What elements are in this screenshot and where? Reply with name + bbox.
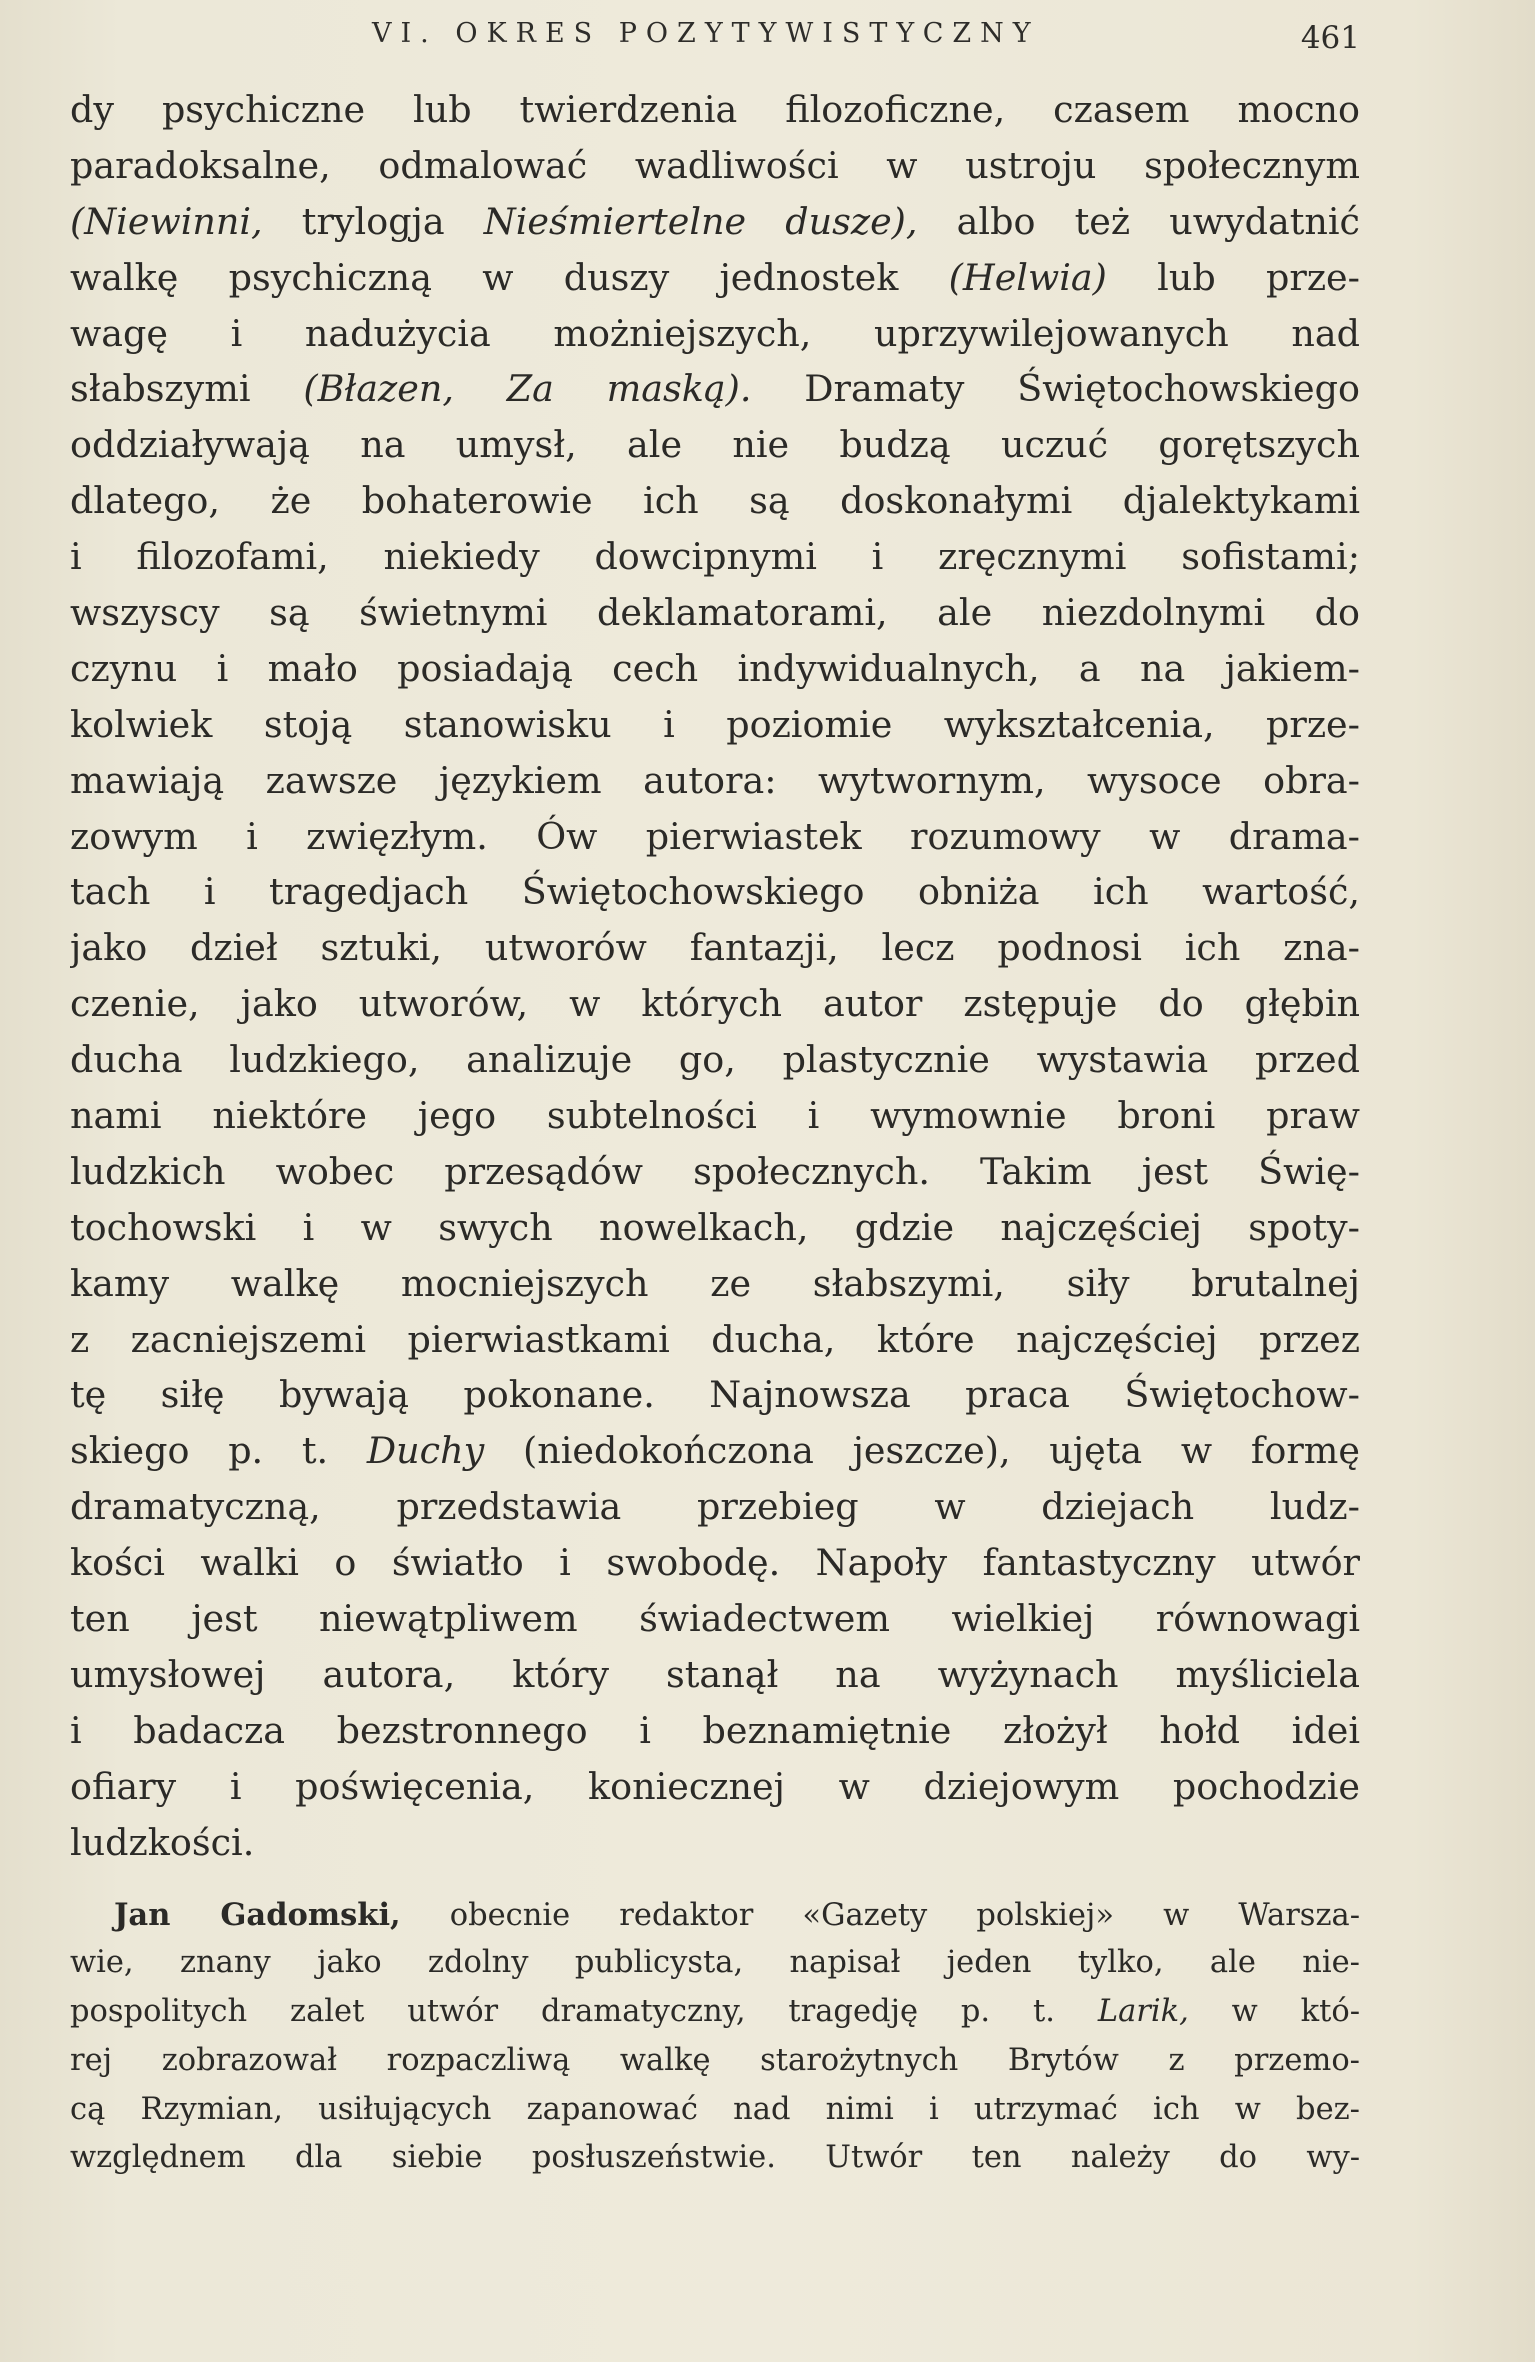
running-header xyxy=(70,14,1360,64)
text-line: paradoksalne, odmalować wadliwości w ustroju społecznym xyxy=(70,143,1360,187)
author-name: Jan Gadomski, xyxy=(114,1896,401,1933)
text-span: obecnie redaktor «Gazety polskiej» w Warsza- xyxy=(400,1897,1360,1933)
text-line: kolwiek stoją stanowisku i poziomie wykształcenia, prze- xyxy=(70,702,1360,746)
text-line: rej zobrazował rozpaczliwą walkę starożytnych Brytów z przemo- xyxy=(70,2042,1360,2078)
text-line: nami niektóre jego subtelności i wymownie broni praw xyxy=(70,1094,1360,1138)
text-span: albo też uwydatnić xyxy=(917,199,1360,243)
text-line xyxy=(70,194,1360,250)
text-line: ten jest niewątpliwem świadectwem wielkiej równowagi xyxy=(70,1597,1360,1641)
text-line: kamy walkę mocniejszych ze słabszymi, siły brutalnej xyxy=(70,1261,1360,1305)
paragraph-gadomski xyxy=(70,1891,1360,2184)
text-line: czenie, jako utworów, w których autor zstępuje do głębin xyxy=(70,982,1360,1026)
text-line: tę siłę bywają pokonane. Najnowsza praca Świętochow- xyxy=(70,1373,1360,1417)
italic-title: (Helwia) xyxy=(948,255,1107,299)
text-line: wszyscy są świetnymi deklamatorami, ale niezdolnymi do xyxy=(70,591,1360,635)
text-line: oddziaływają na umysł, ale nie budzą uczuć gorętszych xyxy=(70,423,1360,467)
text-line xyxy=(70,1891,1360,1940)
text-span: słabszymi xyxy=(70,367,304,411)
text-line: mawiają zawsze językiem autora: wytwornym, wysoce obra- xyxy=(70,758,1360,802)
text-line: tach i tragedjach Świętochowskiego obniża ich wartość, xyxy=(70,870,1360,914)
text-line: cą Rzymian, usiłujących zapanować nad nimi i utrzymać ich w bez- xyxy=(70,2091,1360,2127)
text-span: (niedokończona jeszcze), ujęta w formę xyxy=(484,1429,1360,1473)
text-line: i badacza bezstronnego i beznamiętnie złożył hołd idei xyxy=(70,1708,1360,1752)
text-line: względnem dla siebie posłuszeństwie. Utwór ten należy do wy- xyxy=(70,2140,1360,2176)
text-line: z zacniejszemi pierwiastkami ducha, które najczęściej przez xyxy=(70,1317,1360,1361)
text-line xyxy=(70,361,1360,417)
text-line: dlatego, że bohaterowie ich są doskonałymi djalektykami xyxy=(70,479,1360,523)
text-line: wie, znany jako zdolny publicysta, napisał jeden tylko, ale nie- xyxy=(70,1945,1360,1981)
text-line: wagę i nadużycia możniejszych, uprzywilejowanych nad xyxy=(70,311,1360,355)
text-line: ludzkich wobec przesądów społecznych. Takim jest Świę- xyxy=(70,1149,1360,1193)
text-span: Dramaty Świętochowskiego xyxy=(751,367,1360,411)
chapter-title: VI. OKRES POZYTYWISTYCZNY xyxy=(372,18,1040,49)
text-span: pospolitych zalet utwór dramatyczny, tragedję p. t. xyxy=(70,1994,1098,2030)
text-line: dy psychiczne lub twierdzenia filozoficzne, czasem mocno xyxy=(70,88,1360,131)
text-line: umysłowej autora, który stanął na wyżynach myśliciela xyxy=(70,1652,1360,1696)
text-line: czynu i mało posiadają cech indywidualnych, a na jakiem- xyxy=(70,646,1360,690)
text-line: kości walki o światło i swobodę. Napoły fantastyczny utwór xyxy=(70,1541,1360,1585)
text-line: dramatyczną, przedstawia przebieg w dziejach ludz- xyxy=(70,1485,1360,1529)
page-number: 461 xyxy=(1300,20,1360,56)
text-line xyxy=(70,1988,1360,2037)
italic-title: (Niewinni, xyxy=(70,199,263,243)
text-span: trylogja xyxy=(262,199,484,243)
text-line: zowym i zwięzłym. Ów pierwiastek rozumowy w drama- xyxy=(70,814,1360,858)
text-line: i filozofami, niekiedy dowcipnymi i zręcznymi sofistami; xyxy=(70,535,1360,579)
text-span: walkę psychiczną w duszy jednostek xyxy=(70,255,949,299)
italic-title: Nieśmiertelne dusze), xyxy=(483,199,918,243)
page-body xyxy=(70,82,1360,2183)
text-span: lub prze- xyxy=(1106,255,1360,299)
italic-title: (Błazen, Za maską). xyxy=(303,367,752,411)
text-line: ofiary i poświęcenia, koniecznej w dziejowym pochodzie xyxy=(70,1764,1360,1808)
paragraph-main xyxy=(70,82,1360,1871)
text-line: jako dzieł sztuki, utworów fantazji, lecz podnosi ich zna- xyxy=(70,926,1360,970)
text-span: w któ- xyxy=(1188,1994,1360,2030)
text-line: ducha ludzkiego, analizuje go, plastycznie wystawia przed xyxy=(70,1038,1360,1082)
text-line: tochowski i w swych nowelkach, gdzie najczęściej spoty- xyxy=(70,1205,1360,1249)
italic-title: Larik, xyxy=(1097,1994,1189,2030)
text-span: skiego p. t. xyxy=(70,1429,367,1473)
text-line xyxy=(70,1423,1360,1479)
italic-title: Duchy xyxy=(366,1429,485,1473)
text-line xyxy=(70,250,1360,306)
text-line: ludzkości. xyxy=(70,1820,255,1864)
